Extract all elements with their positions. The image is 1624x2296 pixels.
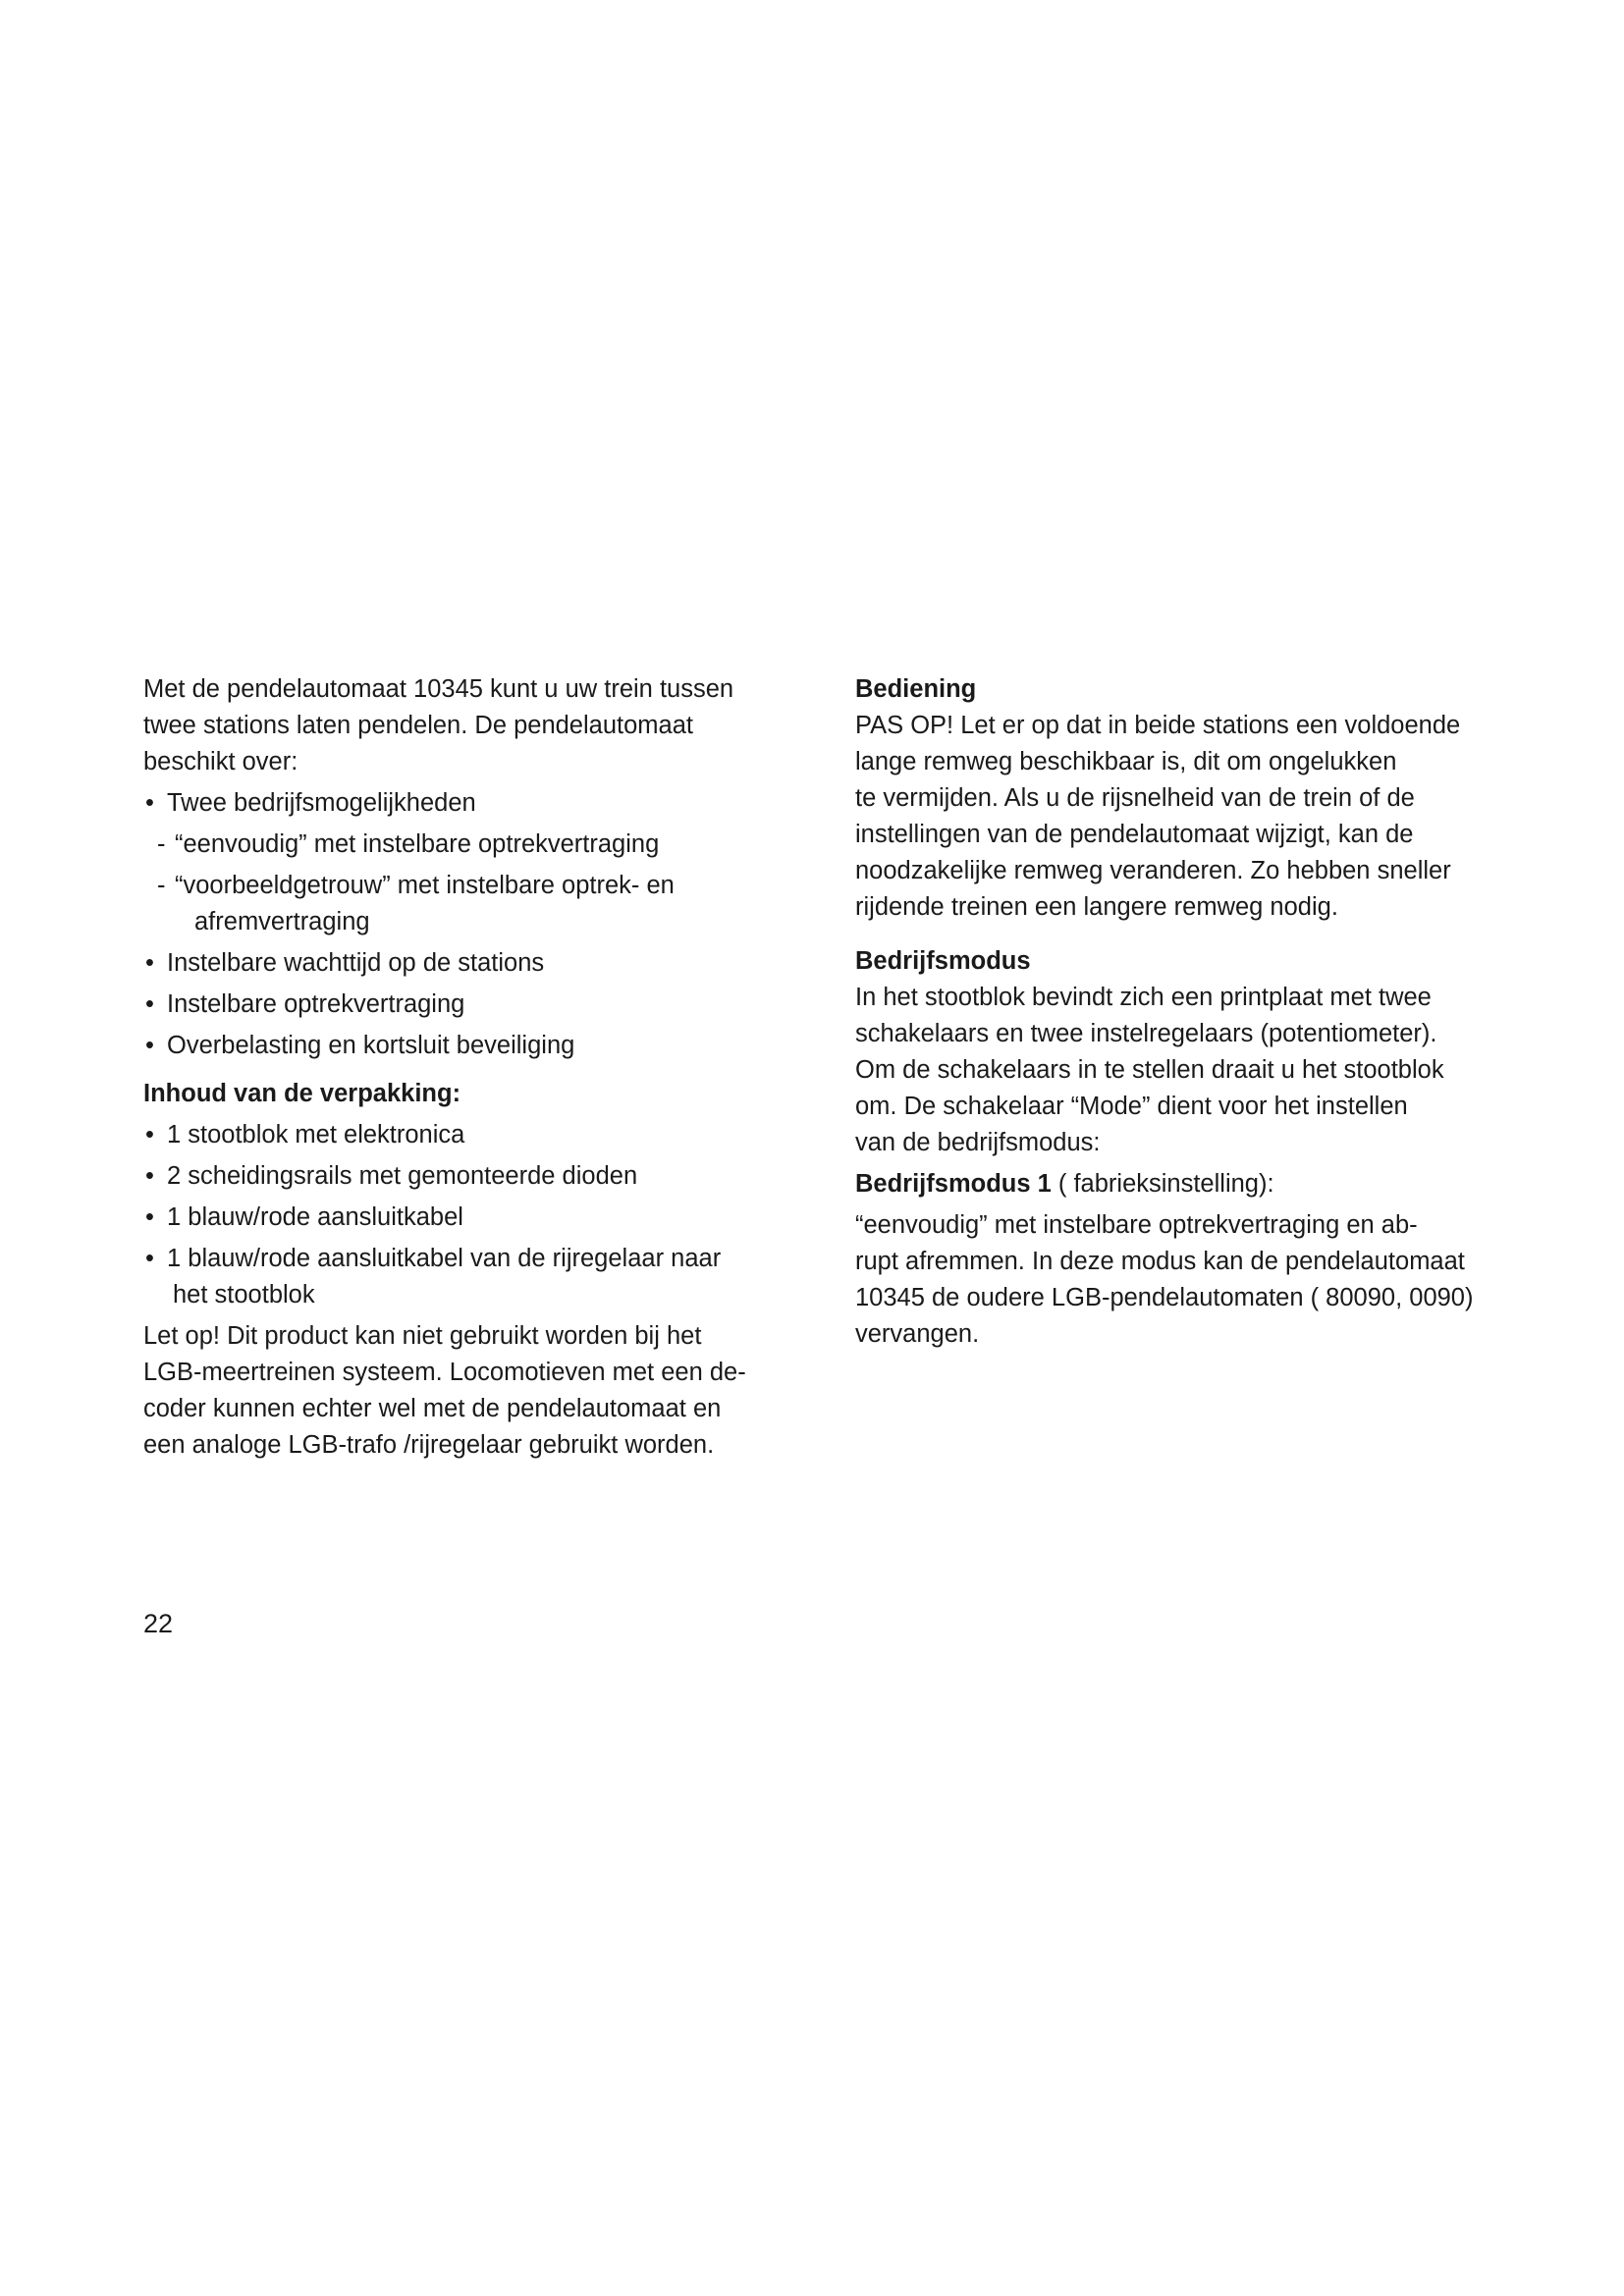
list-item: • 1 blauw/rode aansluitkabel <box>143 1200 782 1236</box>
left-column <box>143 671 782 1464</box>
list-item: • Overbelasting en kortsluit beveiliging <box>143 1028 782 1064</box>
mode1-heading-line: Bedrijfsmodus 1 ( fabrieksinstelling): <box>855 1170 1274 1198</box>
list-item: - “voorbeeldgetrouw” met instelbare optrek- en afremvertraging <box>157 872 675 935</box>
page-number: 22 <box>143 1609 174 1638</box>
mode-heading: Bedrijfsmodus <box>855 947 1031 975</box>
list-item: • 1 blauw/rode aansluitkabel van de rijregelaar naar het stootblok <box>143 1241 782 1313</box>
right-column <box>855 671 1513 1353</box>
operation-paragraph: PAS OP! Let er op dat in beide stations een voldoende lange remweg beschikbaar is, dit om ongelukken te vermijden. Als u de rijsnelheid van de trein of de instellingen van de pendelautomaat wijzigt, kan de noodzakelijke remweg veranderen. Zo hebben sneller rijdende treinen een langere remweg nodig. <box>855 712 1461 921</box>
contents-heading: Inhoud van de verpakking: <box>143 1080 461 1107</box>
mode1-heading: Bedrijfsmodus 1 <box>855 1170 1052 1198</box>
intro-paragraph: Met de pendelautomaat 10345 kunt u uw trein tussen twee stations laten pendelen. De pendelautomaat beschikt over: <box>143 675 734 775</box>
list-item: • Instelbare optrekvertraging <box>143 987 782 1023</box>
note-paragraph: Let op! Dit product kan niet gebruikt worden bij het LGB-meertreinen systeem. Locomotieven met een de- coder kunnen echter wel met de pendelautomaat en een analoge LGB-trafo /rijregelaar gebruikt worden. <box>143 1322 746 1459</box>
list-item: • Instelbare wachttijd op de stations <box>143 945 782 982</box>
list-item: - “eenvoudig” met instelbare optrekvertraging <box>157 830 660 858</box>
list-item: • 2 scheidingsrails met gemonteerde dioden <box>143 1158 782 1195</box>
operation-heading: Bediening <box>855 675 977 703</box>
mode1-paragraph: “eenvoudig” met instelbare optrekvertraging en ab- rupt afremmen. In deze modus kan de pendelautomaat 10345 de oudere LGB-pendelautomaten ( 80090, 0090) vervangen. <box>855 1211 1474 1348</box>
list-item: • 1 stootblok met elektronica <box>143 1117 782 1153</box>
list-item: • Twee bedrijfsmogelijkheden <box>143 785 782 822</box>
mode-paragraph: In het stootblok bevindt zich een printplaat met twee schakelaars en twee instelregelaars (potentiometer). Om de schakelaars in te stellen draait u het stootblok om. De schakelaar “Mode” dient voor het instellen van de bedrijfsmodus: <box>855 984 1444 1156</box>
